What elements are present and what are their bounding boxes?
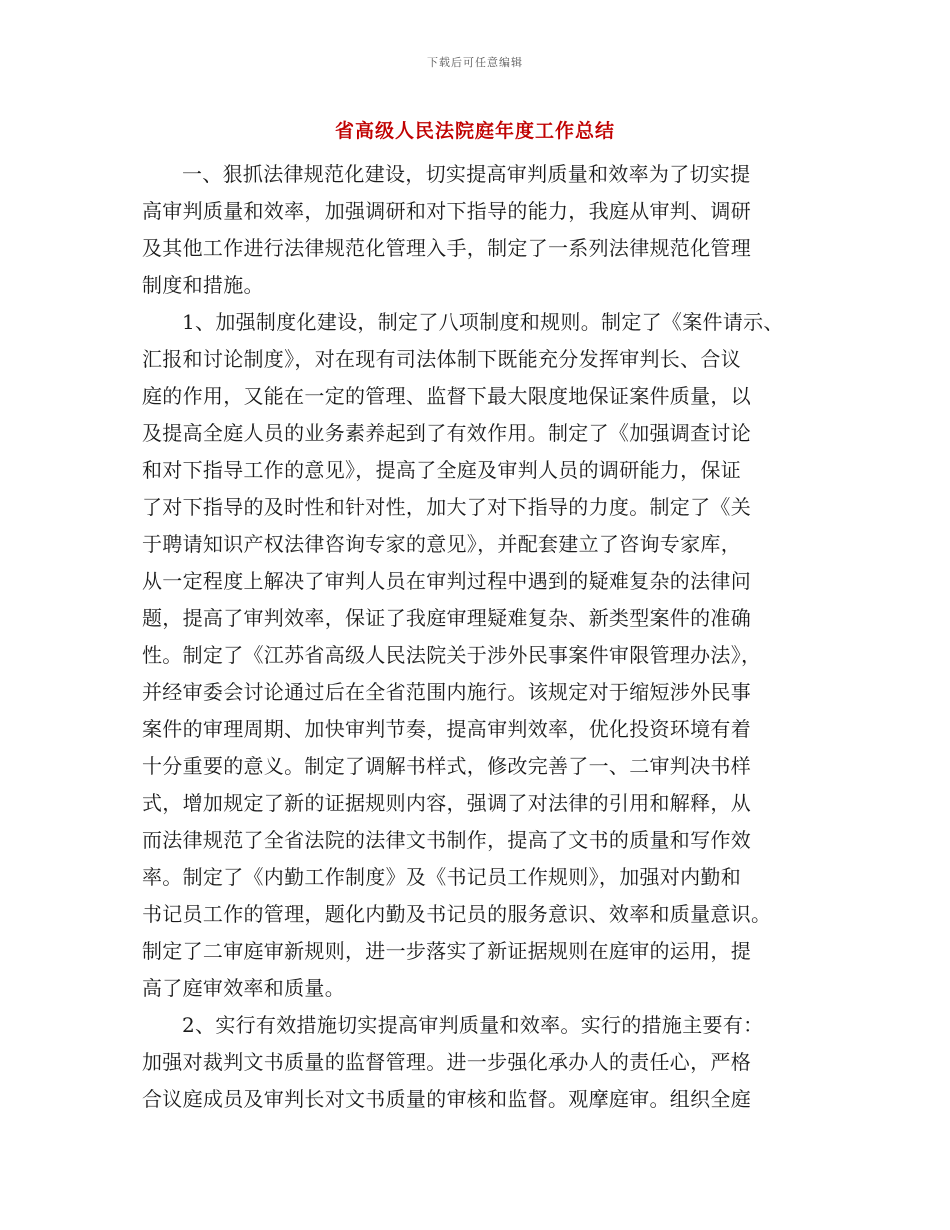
paragraph-line: 从一定程度上解决了审判人员在审判过程中遇到的疑难复杂的法律问: [142, 569, 751, 593]
paragraph-line: 高审判质量和效率，加强调研和对下指导的能力，我庭从审判、调研: [142, 199, 751, 223]
document-title: 省高级人民法院庭年度工作总结: [334, 120, 615, 142]
paragraph-line: 及其他工作进行法律规范化管理入手，制定了一系列法律规范化管理: [142, 236, 751, 260]
paragraph-line: 率。制定了《内勤工作制度》及《书记员工作规则》，加强对内勤和: [142, 865, 741, 889]
paragraph-line: 十分重要的意义。制定了调解书样式，修改完善了一、二审判决书样: [142, 754, 751, 778]
paragraph-1: [142, 156, 822, 304]
paragraph-line: 并经审委会讨论通过后在全省范围内施行。该规定对于缩短涉外民事: [142, 680, 751, 704]
page-header-note: 下载后可任意编辑: [427, 56, 523, 69]
paragraph-line: 2、实行有效措施切实提高审判质量和效率。实行的措施主要有：: [182, 1013, 764, 1037]
paragraph-line: 和对下指导工作的意见》，提高了全庭及审判人员的调研能力，保证: [142, 458, 741, 482]
paragraph-line: 制定了二审庭审新规则，进一步落实了新证据规则在庭审的运用，提: [142, 939, 751, 963]
paragraph-line: 1、加强制度化建设，制定了八项制度和规则。制定了《案件请示、: [182, 310, 784, 334]
paragraph-line: 制度和措施。: [142, 273, 264, 297]
paragraph-line: 汇报和讨论制度》，对在现有司法体制下既能充分发挥审判长、合议: [142, 347, 741, 371]
paragraph-line: 一、狠抓法律规范化建设，切实提高审判质量和效率为了切实提: [182, 162, 751, 186]
paragraph-line: 了对下指导的及时性和针对性，加大了对下指导的力度。制定了《关: [142, 495, 751, 519]
paragraph-line: 加强对裁判文书质量的监督管理。进一步强化承办人的责任心，严格: [142, 1050, 751, 1074]
paragraph-2: [142, 304, 822, 1007]
document-body: [142, 156, 822, 1118]
paragraph-line: 合议庭成员及审判长对文书质量的审核和监督。观摩庭审。组织全庭: [142, 1087, 751, 1111]
paragraph-line: 及提高全庭人员的业务素养起到了有效作用。制定了《加强调查讨论: [142, 421, 751, 445]
paragraph-line: 庭的作用，又能在一定的管理、监督下最大限度地保证案件质量，以: [142, 384, 751, 408]
paragraph-line: 而法律规范了全省法院的法律文书制作，提高了文书的质量和写作效: [142, 828, 751, 852]
paragraph-line: 于聘请知识产权法律咨询专家的意见》，并配套建立了咨询专家库，: [142, 532, 741, 556]
paragraph-line: 式，增加规定了新的证据规则内容，强调了对法律的引用和解释，从: [142, 791, 751, 815]
paragraph-line: 题，提高了审判效率，保证了我庭审理疑难复杂、新类型案件的准确: [142, 606, 751, 630]
paragraph-line: 书记员工作的管理，题化内勤及书记员的服务意识、效率和质量意识。: [142, 902, 772, 926]
paragraph-3: [142, 1007, 822, 1118]
paragraph-line: 高了庭审效率和质量。: [142, 976, 345, 1000]
paragraph-line: 性。制定了《江苏省高级人民法院关于涉外民事案件审限管理办法》，: [142, 643, 762, 667]
paragraph-line: 案件的审理周期、加快审判节奏，提高审判效率，优化投资环境有着: [142, 717, 751, 741]
